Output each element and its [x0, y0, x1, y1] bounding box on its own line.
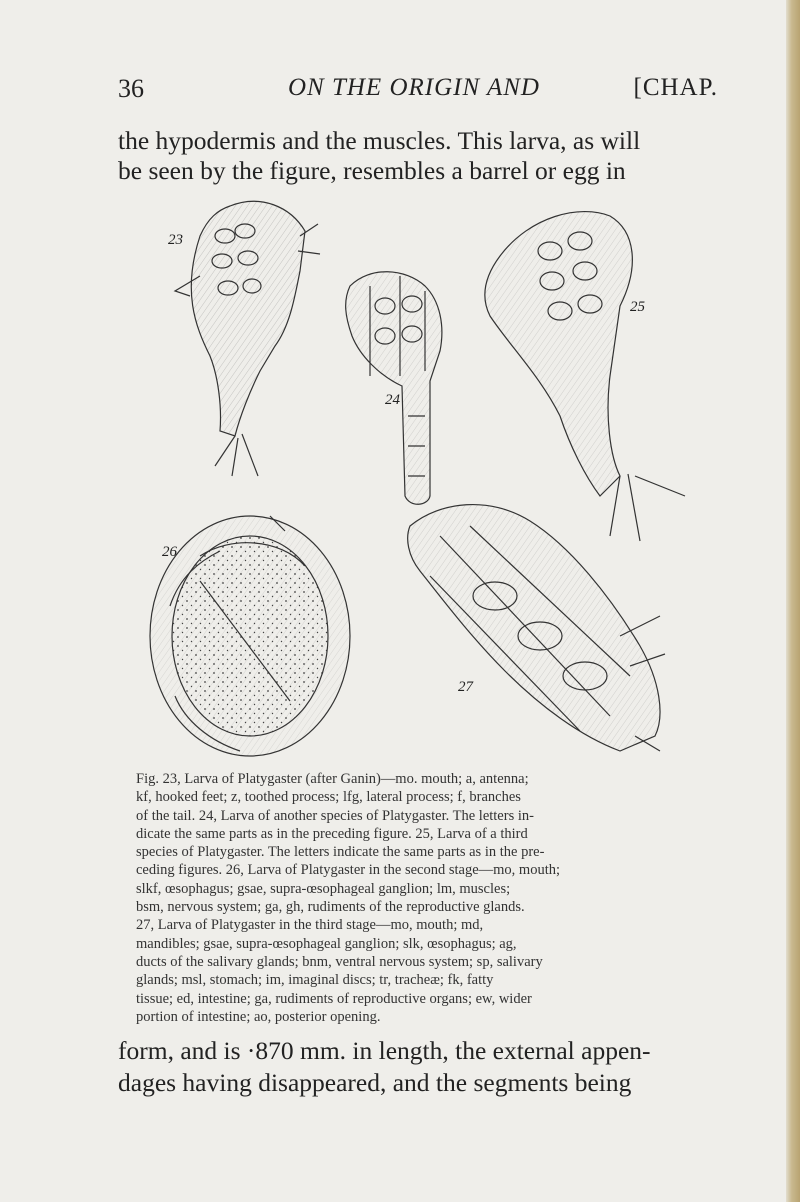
- larva-figure: [140, 176, 710, 776]
- figure-number: 27: [458, 679, 473, 695]
- page-number: 36: [118, 74, 144, 103]
- caption-line: kf, hooked feet; z, toothed process; lfg, lateral process; f, branches: [136, 789, 521, 806]
- caption-line: ducts of the salivary glands; bnm, ventral nervous system; sp, salivary: [136, 953, 543, 970]
- figure-caption: [136, 770, 722, 1026]
- body-line: be seen by the figure, resembles a barrel or egg in: [118, 156, 626, 185]
- figure-number: 24: [385, 392, 400, 408]
- body-line: the hypodermis and the muscles. This larva, as will: [118, 126, 641, 155]
- body-line: form, and is ·870 mm. in length, the external appen-: [118, 1036, 651, 1065]
- running-head: [118, 74, 718, 110]
- figure-23-larva: [175, 201, 320, 476]
- caption-line: mandibles; gsae, supra-œsophageal ganglion; slk, œsophagus; ag,: [136, 935, 517, 952]
- caption-line: species of Platygaster. The letters indicate the same parts as in the pre-: [136, 844, 545, 861]
- caption-line: tissue; ed, intestine; ga, rudiments of reproductive organs; ew, wider: [136, 990, 532, 1007]
- running-title: ON THE ORIGIN AND: [288, 74, 540, 101]
- caption-line: portion of intestine; ao, posterior opening.: [136, 1008, 381, 1025]
- caption-line: bsm, nervous system; ga, gh, rudiments of the reproductive glands.: [136, 899, 525, 916]
- caption-line: Fig. 23, Larva of Platygaster (after Ganin)—mo. mouth; a, antenna;: [136, 771, 529, 787]
- page-edge: [786, 0, 800, 1202]
- caption-line: dicate the same parts as in the preceding figure. 25, Larva of a third: [136, 825, 528, 842]
- caption-line: 27, Larva of Platygaster in the third stage—mo, mouth; md,: [136, 917, 484, 934]
- chapter-marker: [CHAP.: [633, 74, 718, 101]
- figure-number: 26: [162, 544, 177, 560]
- figure-number: 25: [630, 299, 645, 315]
- caption-line: slkf, œsophagus; gsae, supra-œsophageal ganglion; lm, muscles;: [136, 880, 511, 897]
- figure-number: 23: [168, 232, 183, 248]
- larva-illustration: [140, 176, 710, 776]
- caption-line: of the tail. 24, Larva of another species of Platygaster. The letters in-: [136, 807, 534, 824]
- figure-24-larva: [346, 272, 442, 505]
- caption-line: ceding figures. 26, Larva of Platygaster in the second stage—mo, mouth;: [136, 862, 561, 879]
- figure-26-larva: [150, 516, 350, 756]
- figure-25-larva: [485, 212, 685, 541]
- figure-27-larva: [408, 505, 665, 751]
- caption-line: glands; msl, stomach; im, imaginal discs; tr, tracheæ; fk, fatty: [136, 972, 494, 989]
- body-line: dages having disappeared, and the segments being: [118, 1068, 632, 1097]
